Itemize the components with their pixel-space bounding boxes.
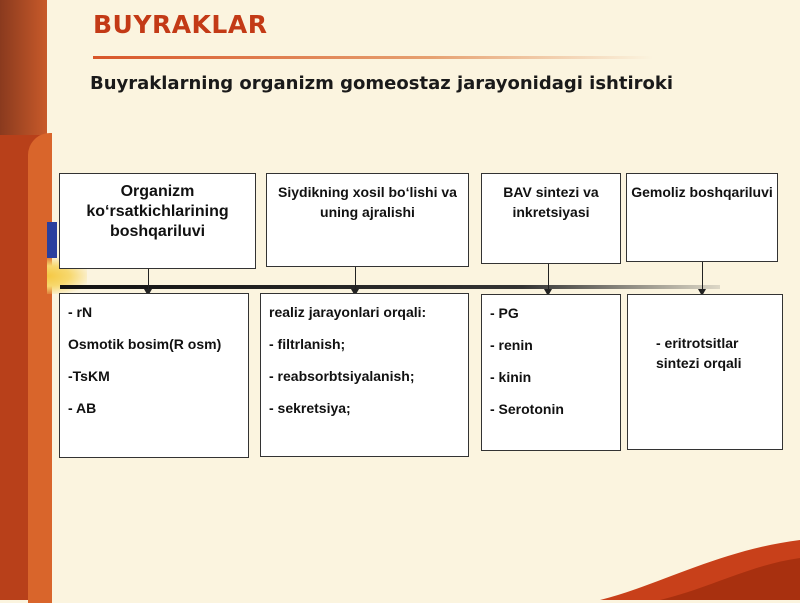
title-underline	[93, 56, 653, 59]
list-item: - filtrlanish;	[269, 336, 346, 352]
heading-text-2: Siydikning xosil bo‘lishi va uning ajralishi	[278, 184, 457, 220]
content-box-3	[481, 294, 621, 451]
left-decor-blue	[47, 222, 57, 258]
arrow-3	[548, 264, 549, 290]
arrow-2	[355, 267, 356, 290]
arrow-4	[702, 262, 703, 290]
list-item: -TsKM	[68, 368, 110, 384]
content-list-3	[490, 303, 612, 419]
list-item: - renin	[490, 337, 533, 353]
list-item: - rN	[68, 304, 93, 320]
bottom-decor-wave	[600, 540, 800, 600]
list-item: - kinin	[490, 369, 532, 385]
slide-title: BUYRAKLAR	[93, 10, 268, 39]
list-item: - AB	[68, 400, 97, 416]
list-item: - reabsorbtsiyalanish;	[269, 368, 415, 384]
list-item: - eritrotsitlar sintezi orqali	[656, 335, 742, 371]
list-item: realiz jarayonlari orqali:	[269, 304, 427, 320]
heading-box-4	[626, 173, 778, 262]
content-box-1	[59, 293, 249, 458]
heading-text-4: Gemoliz boshqariluvi	[631, 184, 773, 200]
heading-box-3	[481, 173, 621, 264]
left-decor-curve	[28, 133, 52, 603]
content-box-4	[627, 294, 783, 450]
content-list-1	[68, 302, 240, 418]
heading-text-3: BAV sintezi va inkretsiyasi	[503, 184, 599, 220]
list-item: - PG	[490, 305, 519, 321]
heading-box-2	[266, 173, 469, 267]
list-item: - sekretsiya;	[269, 400, 351, 416]
content-list-4	[656, 333, 772, 373]
heading-text-1: Organizm ko‘rsatkichlarining boshqariluvi	[86, 183, 229, 240]
list-item: - Serotonin	[490, 401, 564, 417]
arrow-1	[148, 269, 149, 290]
list-item: Osmotik bosim(R osm)	[68, 336, 222, 352]
content-list-2	[269, 302, 460, 418]
heading-box-1	[59, 173, 256, 269]
content-box-2	[260, 293, 469, 457]
slide-subtitle: Buyraklarning organizm gomeostaz jarayonidagi ishtiroki	[90, 73, 674, 94]
connector-line	[60, 285, 720, 289]
left-decor-top	[0, 0, 47, 135]
